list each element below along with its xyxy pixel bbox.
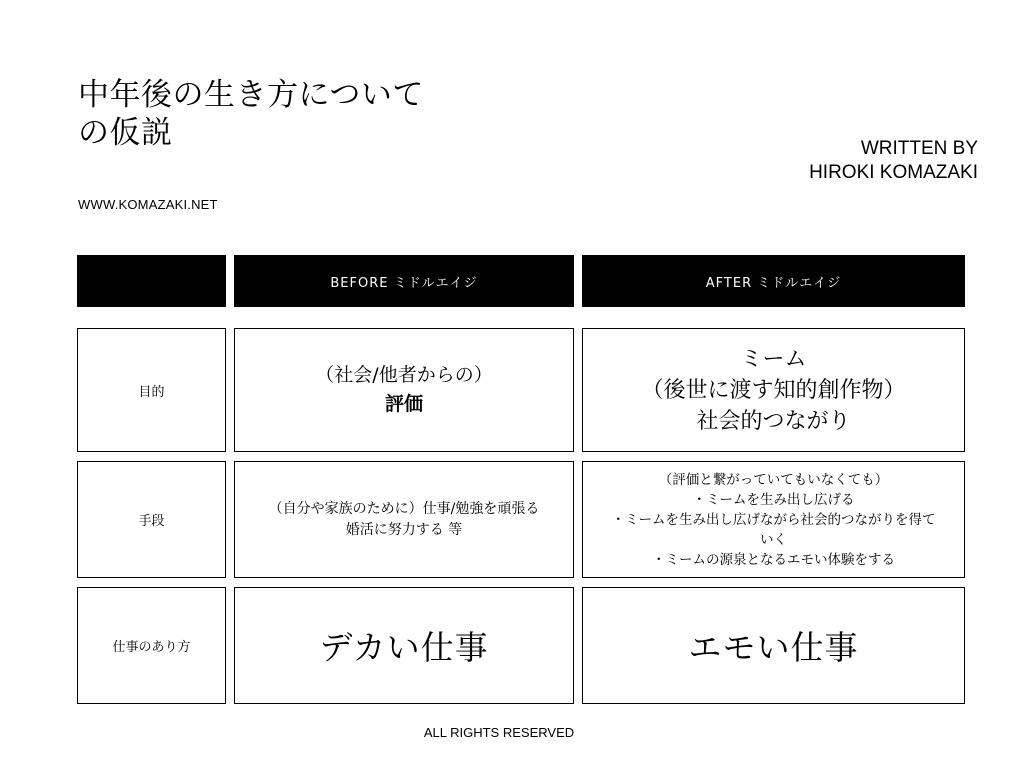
- table-header-after-label: AFTER ミドルエイジ: [705, 275, 842, 291]
- cell-work-after-text: エモい仕事: [688, 628, 859, 667]
- author-line-1: WRITTEN BY: [860, 138, 978, 159]
- cell-means-after-line-1: （評価と繋がっていてもいなくても）: [658, 471, 889, 488]
- cell-means-before: [234, 461, 574, 578]
- cell-work-before-text: デカい仕事: [319, 628, 489, 667]
- row-label-work-style: [77, 587, 226, 704]
- cell-means-before-line-2: 婚活に努力する 等: [345, 521, 463, 538]
- cell-work-after: [582, 587, 965, 704]
- cell-purpose-after-line-2: （後世に渡す知的創作物）: [641, 377, 906, 403]
- title-line-2: の仮説: [78, 115, 173, 151]
- table-header-after: [582, 255, 965, 307]
- site-url[interactable]: WWW.KOMAZAKI.NET: [78, 197, 218, 212]
- cell-means-after-line-2: ・ミームを生み出し広げる: [692, 491, 855, 508]
- cell-purpose-before-line-1: （社会/他者からの）: [315, 364, 493, 386]
- table-header-before: [234, 255, 574, 307]
- table-header-empty: [77, 255, 226, 307]
- title-line-1: 中年後の生き方について: [78, 77, 424, 113]
- cell-purpose-after: [582, 328, 965, 452]
- row-label-means-text: 手段: [138, 514, 165, 529]
- row-label-purpose-text: 目的: [138, 384, 165, 400]
- cell-purpose-after-line-1: ミーム: [740, 346, 807, 372]
- cell-means-after: [582, 461, 965, 578]
- cell-work-before: [234, 587, 574, 704]
- cell-means-after-line-4: いく: [760, 531, 787, 548]
- cell-means-after-line-5: ・ミームの源泉となるエモい体験をする: [652, 551, 895, 568]
- author-line-2: HIROKI KOMAZAKI: [809, 162, 978, 183]
- row-label-purpose: [77, 328, 226, 452]
- cell-purpose-after-line-3: 社会的つながり: [696, 408, 851, 434]
- row-label-work-style-text: 仕事のあり方: [112, 640, 191, 655]
- cell-purpose-before-line-2: 評価: [384, 393, 423, 415]
- author-credit: [809, 137, 978, 185]
- page-title: [78, 76, 478, 152]
- table-header-before-label: BEFORE ミドルエイジ: [330, 275, 478, 291]
- footer-copyright: ALL RIGHTS RESERVED: [423, 725, 575, 740]
- cell-means-after-line-3: ・ミームを生み出し広げながら社会的つながりを得て: [611, 511, 936, 528]
- cell-purpose-before: [234, 328, 574, 452]
- row-label-means: [77, 461, 226, 578]
- cell-means-before-line-1: （自分や家族のために）仕事/勉強を頑張る: [268, 500, 540, 517]
